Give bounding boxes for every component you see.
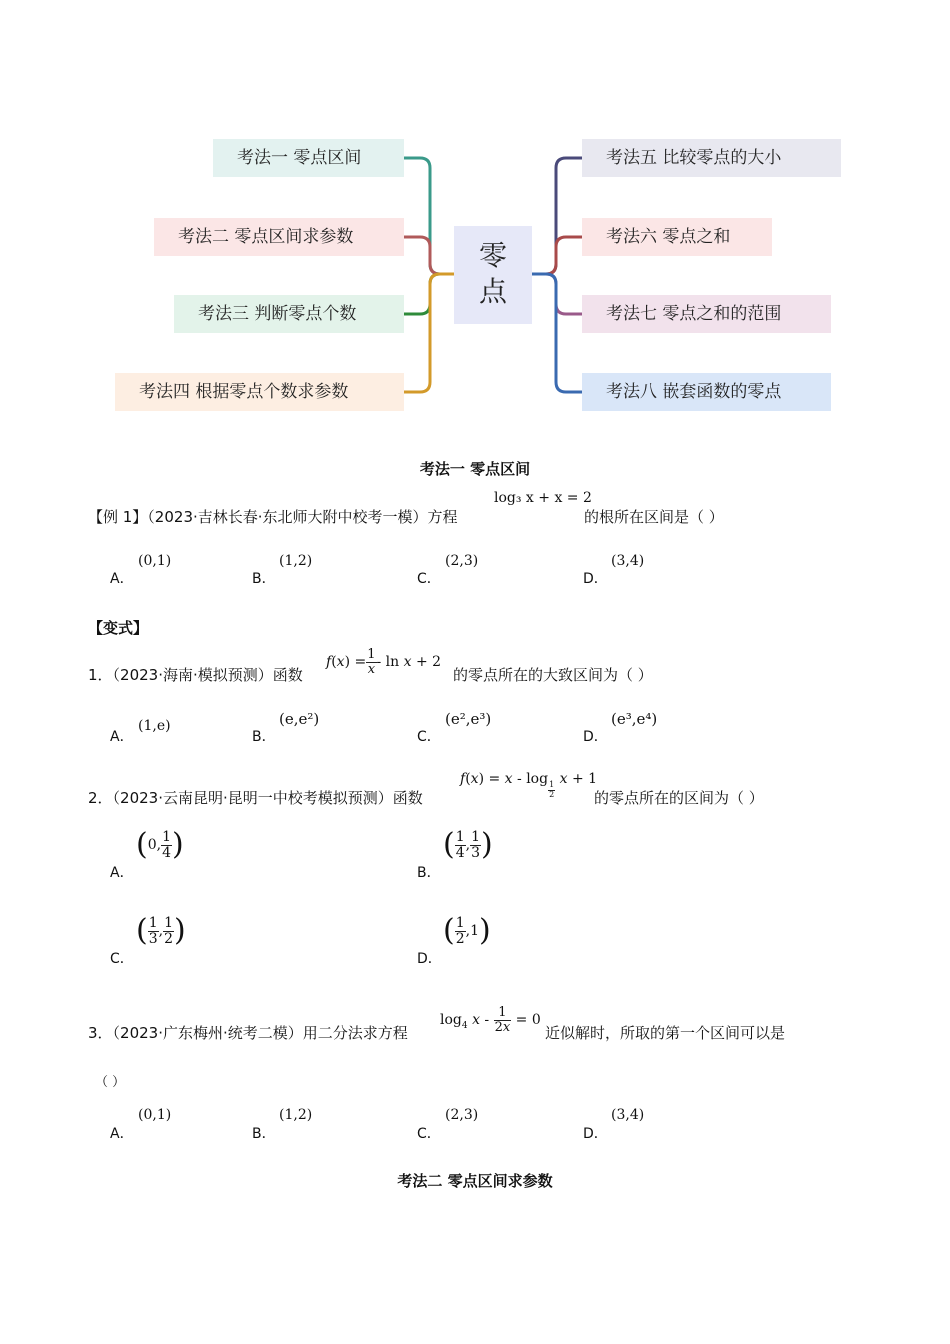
mindmap-node-method-7: 考法七 零点之和的范围: [582, 295, 831, 333]
example-1-option-a-label: A．: [110, 571, 134, 587]
example-1-equation: log₃ x + x = 2: [494, 490, 592, 506]
question-2-suffix: 的零点所在的区间为（ ）: [594, 789, 764, 807]
question-2-option-a-value: (0, $\frac{1}{4}$ ): [136, 827, 184, 863]
question-2-option-b-value: ( $\frac{1}{4}$ , $\frac{1}{3}$ ): [443, 827, 493, 863]
question-2-option-c-value: ( $\frac{1}{3}$ , $\frac{1}{2}$ ): [136, 913, 186, 949]
question-3-option-c-label: C．: [417, 1126, 441, 1142]
mindmap-center: [454, 226, 532, 324]
question-1-option-a-label: A．: [110, 729, 134, 745]
question-3-option-a-label: A．: [110, 1126, 134, 1142]
question-3-option-b-label: B．: [252, 1126, 276, 1142]
example-1-option-d-value: (3,4): [611, 553, 645, 569]
mindmap-node-method-2: 考法二 零点区间求参数: [154, 218, 404, 256]
question-3-option-d-label: D．: [583, 1126, 608, 1142]
question-1-option-b-label: B．: [252, 729, 276, 745]
center-char-1: 零: [478, 239, 507, 272]
question-3-continuation: （ ）: [95, 1075, 126, 1090]
question-1-prefix: 1．（2023·海南·模拟预测）函数: [88, 666, 303, 684]
example-1-option-d-label: D．: [583, 571, 608, 587]
section-title-2: 考法二 零点区间求参数: [397, 1172, 553, 1190]
center-char-2: 点: [478, 275, 507, 308]
example-1-option-b-value: (1,2): [279, 553, 313, 569]
example-1-option-b-label: B．: [252, 571, 276, 587]
mindmap-node-method-3: 考法三 判断零点个数: [174, 295, 404, 333]
question-1-option-d-value: (e³,e⁴): [611, 710, 658, 728]
question-2-option-c-label: C．: [110, 951, 134, 967]
question-1-option-c-value: (e²,e³): [445, 710, 492, 728]
question-3-formula: $\log_4 x$ - $\frac{1}{2x}$ = 0: [440, 1005, 541, 1035]
question-1-suffix: 的零点所在的大致区间为（ ）: [453, 666, 653, 684]
question-3-option-d-value: (3,4): [611, 1107, 645, 1123]
question-1-formula: f(x) = $\frac{1}{x}$ - ln x + 2: [326, 647, 442, 677]
question-2-option-d-value: ( $\frac{1}{2}$ ,1): [443, 913, 491, 949]
question-2-prefix: 2．（2023·云南昆明·昆明一中校考模拟预测）函数: [88, 789, 423, 807]
question-3-option-b-value: (1,2): [279, 1107, 313, 1123]
question-1-option-d-label: D．: [583, 729, 608, 745]
question-2-option-d-label: D．: [417, 951, 442, 967]
question-3-prefix: 3．（2023·广东梅州·统考二模）用二分法求方程: [88, 1024, 408, 1042]
mindmap-node-method-8: 考法八 嵌套函数的零点: [582, 373, 831, 411]
example-1-option-a-value: (0,1): [138, 553, 172, 569]
question-3-option-c-value: (2,3): [445, 1107, 479, 1123]
question-1-option-a-value: (1,e): [138, 718, 171, 734]
variant-heading: 【变式】: [88, 619, 149, 637]
example-1-option-c-value: (2,3): [445, 553, 479, 569]
mindmap-node-method-1: 考法一 零点区间: [213, 139, 404, 177]
question-3-option-a-value: (0,1): [138, 1107, 172, 1123]
question-3-suffix: 近似解时，所取的第一个区间可以是: [545, 1024, 786, 1042]
example-1-prefix: 【例 1】（2023·吉林长春·东北师大附中校考一模）方程: [88, 508, 458, 526]
question-2-option-a-label: A．: [110, 865, 134, 881]
question-2-option-b-label: B．: [417, 865, 441, 881]
question-1-option-c-label: C．: [417, 729, 441, 745]
example-1-option-c-label: C．: [417, 571, 441, 587]
question-1-option-b-value: (e,e²): [279, 710, 320, 728]
question-2-formula: f(x) = x - log $_{\frac{1}{2}}$ x + 1: [460, 771, 598, 799]
section-title-1: 考法一 零点区间: [419, 460, 531, 478]
mindmap-node-method-5: 考法五 比较零点的大小: [582, 139, 841, 177]
mindmap-node-method-6: 考法六 零点之和: [582, 218, 772, 256]
example-1-suffix: 的根所在区间是（ ）: [584, 508, 724, 526]
mindmap-node-method-4: 考法四 根据零点个数求参数: [115, 373, 404, 411]
